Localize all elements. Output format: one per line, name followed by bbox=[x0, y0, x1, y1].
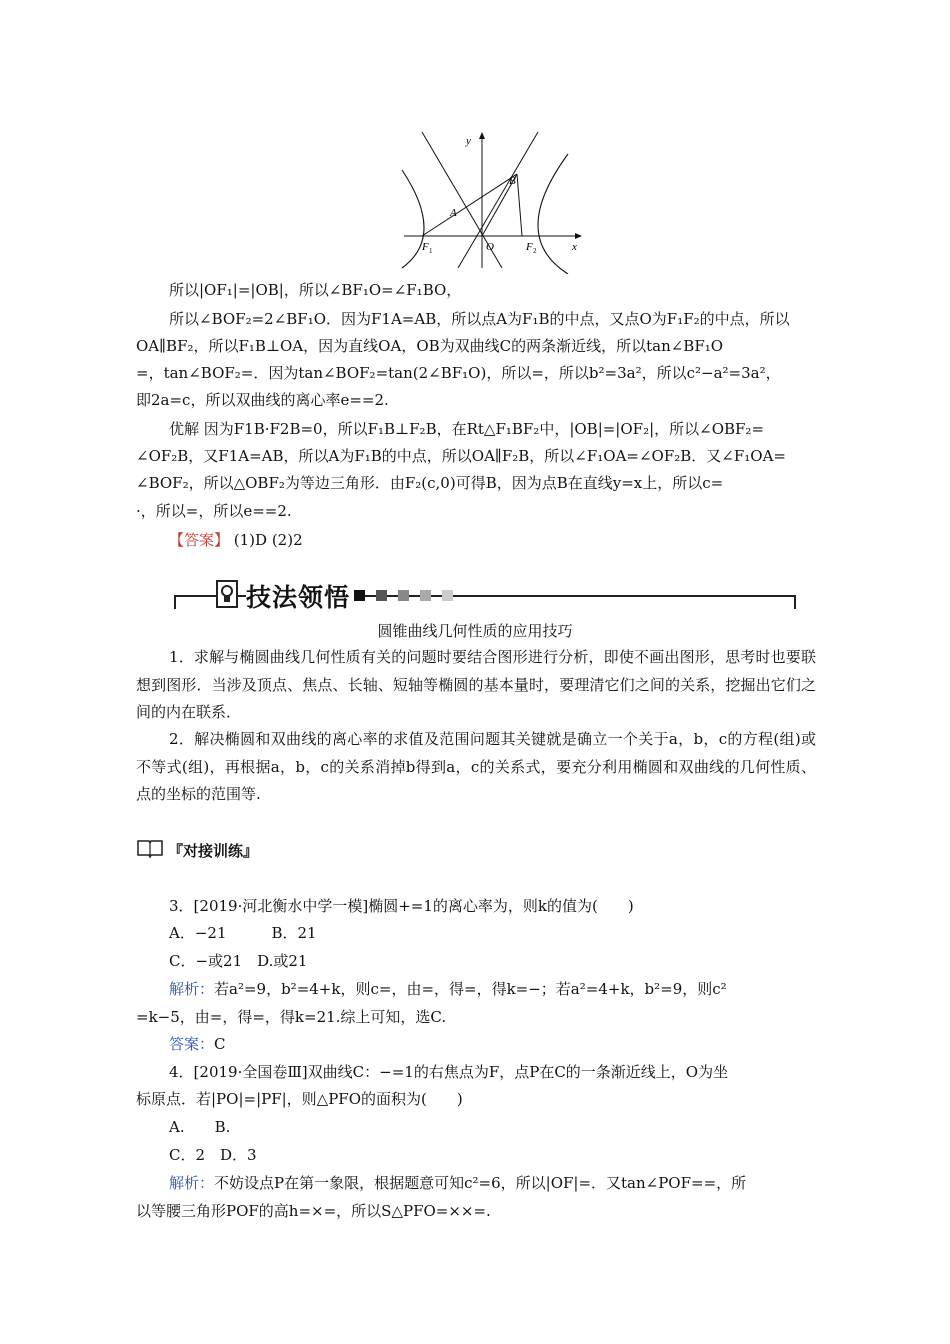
banner-hook-left bbox=[174, 595, 176, 609]
answer-line bbox=[169, 529, 303, 550]
tip-2: 2．解决椭圆和双曲线的离心率的求值及范围问题其关键就是确立一个关于a，b，c的方程(组)或不等式(组)，再根据a，b，c的关系消掉b得到a，c的关系式，要充分利用椭圆和双曲线的几何性质、点的坐标的范围等. bbox=[136, 730, 816, 803]
q4-options-ab: A. B. bbox=[169, 1118, 231, 1136]
lightbulb-icon bbox=[216, 580, 238, 608]
label-F2-sub: 2 bbox=[533, 247, 537, 255]
label-F1-sub: 1 bbox=[429, 247, 433, 255]
solution-line-4: =，tan∠BOF₂=．因为tan∠BOF₂=tan(2∠BF₁O)，所以=，所以b²=3a²，所以c²−a²=3a²， bbox=[136, 364, 781, 382]
banner-square-1 bbox=[354, 590, 365, 601]
q3-options-ab: A．−21 B．21 bbox=[169, 924, 317, 942]
q3-stem: 3．[2019·河北衡水中学一模]椭圆+=1的离心率为，则k的值为( ) bbox=[169, 897, 634, 915]
q4-stem-2: 标原点．若|PO|=|PF|，则△PFO的面积为( ) bbox=[136, 1090, 463, 1108]
q4-stem-1: 4．[2019·全国卷Ⅲ]双曲线C：−=1的右焦点为F，点P在C的一条渐近线上，O为坐 bbox=[169, 1063, 729, 1081]
q4-analysis-label: 解析： bbox=[169, 1174, 215, 1192]
optimal-line-2: ∠OF₂B，又F1A=AB，所以A为F₁B的中点，所以OA∥F₂B，所以∠F₁OA=∠OF₂B．又∠F₁OA= bbox=[136, 447, 786, 465]
optimal-line-4: ·，所以=，所以e==2. bbox=[136, 502, 292, 520]
optimal-line-1: 优解 因为F1B·F2B=0，所以F₁B⊥F₂B，在Rt△F₁BF₂中，|OB|=|OF₂|，所以∠OBF₂= bbox=[169, 420, 765, 438]
q4-analysis-text-1: 不妨设点P在第一象限，根据题意可知c²=6，所以|OF|=．又tan∠POF==，所 bbox=[214, 1174, 747, 1192]
banner-subtitle: 圆锥曲线几何性质的应用技巧 bbox=[377, 622, 573, 640]
q4-analysis-2: 以等腰三角形POF的高h=×=，所以S△PFO=××=. bbox=[136, 1202, 491, 1220]
hyperbola-figure bbox=[400, 126, 590, 274]
q4-options-cd: C．2 D．3 bbox=[169, 1146, 257, 1164]
banner-title: 技法领悟 bbox=[246, 578, 354, 614]
banner-square-3 bbox=[398, 590, 409, 601]
label-A: A bbox=[450, 207, 457, 219]
x-axis-arrow bbox=[575, 233, 582, 239]
hyperbola-left-branch bbox=[402, 170, 424, 268]
q3-analysis-1 bbox=[169, 978, 727, 999]
solution-line-2: 所以∠BOF₂=2∠BF₁O．因为F1A=AB，所以点A为F₁B的中点，又点O为F₁F₂的中点，所以 bbox=[169, 310, 790, 328]
answer-text: (1)D (2)2 bbox=[229, 531, 303, 549]
y-axis-arrow bbox=[479, 132, 485, 139]
optimal-line-3: ∠BOF₂，所以△OBF₂为等边三角形．由F₂(c,0)可得B，因为点B在直线y=x上，所以c= bbox=[136, 474, 724, 492]
answer-label: 【答案】 bbox=[169, 531, 230, 549]
label-x: x bbox=[572, 241, 577, 253]
label-O: O bbox=[486, 241, 494, 253]
q3-options-cd: C．−或21 D.或21 bbox=[169, 952, 308, 970]
label-F1: F bbox=[422, 241, 429, 253]
q3-analysis-2: =k−5，由=，得=，得k=21.综上可知，选C. bbox=[136, 1008, 447, 1026]
book-icon bbox=[136, 838, 164, 858]
banner-square-2 bbox=[376, 590, 387, 601]
banner-hook-right bbox=[794, 595, 796, 609]
solution-line-5: 即2a=c，所以双曲线的离心率e==2. bbox=[136, 391, 389, 409]
label-F2: F bbox=[526, 241, 533, 253]
label-B: B bbox=[509, 175, 516, 187]
solution-line-1: 所以|OF₁|=|OB|，所以∠BF₁O=∠F₁BO， bbox=[169, 281, 462, 299]
segment-BF2 bbox=[517, 174, 522, 236]
q3-answer-label: 答案： bbox=[169, 1035, 215, 1053]
tip-1: 1．求解与椭圆曲线几何性质有关的问题时要结合图形进行分析，即使不画出图形，思考时也要联想到图形．当涉及顶点、焦点、长轴、短轴等椭圆的基本量时，要理清它们之间的关系，挖掘出它们之间的内在联系． bbox=[136, 648, 816, 721]
banner-square-4 bbox=[420, 590, 431, 601]
segment-F1B bbox=[422, 174, 517, 236]
q3-answer bbox=[169, 1033, 226, 1054]
practice-title: 『对接训练』 bbox=[168, 842, 259, 860]
q4-analysis-1 bbox=[169, 1172, 746, 1193]
label-y: y bbox=[466, 135, 471, 147]
section-banner bbox=[166, 578, 806, 618]
solution-line-3: OA∥BF₂，所以F₁B⊥OA，因为直线OA，OB为双曲线C的两条渐近线，所以tan∠BF₁O bbox=[136, 337, 724, 355]
q3-analysis-text-1: 若a²=9，b²=4+k，则c=，由=，得=，得k=−；若a²=4+k，b²=9，则c² bbox=[214, 980, 727, 998]
q3-analysis-label: 解析： bbox=[169, 980, 215, 998]
banner-square-5 bbox=[442, 590, 453, 601]
hyperbola-right-branch bbox=[538, 154, 568, 274]
q3-answer-text: C bbox=[214, 1035, 226, 1053]
